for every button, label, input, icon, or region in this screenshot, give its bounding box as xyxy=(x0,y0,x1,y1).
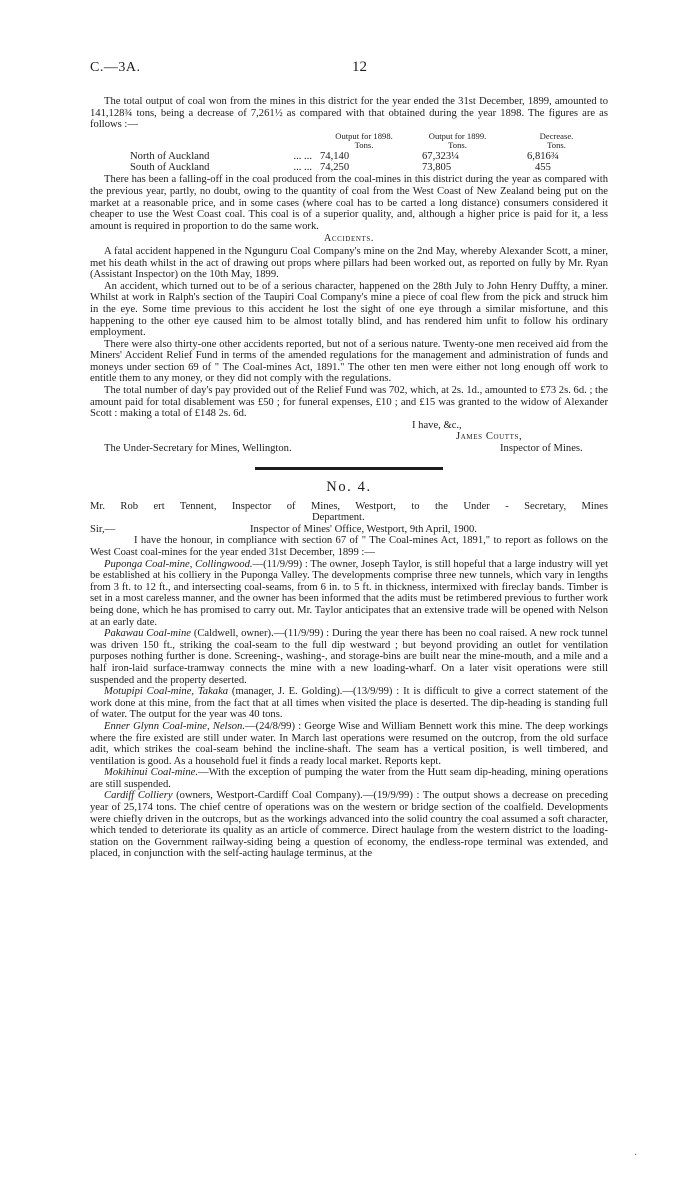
cell-1899: 73,805 xyxy=(422,162,452,174)
unit-label: Tons. xyxy=(448,140,467,151)
mine-name: Mokihinui Coal-mine. xyxy=(104,767,198,779)
row-label: North of Auckland xyxy=(130,150,210,162)
entry-motupipi xyxy=(90,686,608,721)
cell-1899: 67,323¼ xyxy=(422,150,460,162)
entry-text: —(11/9/99) : The owner, Joseph Taylor, is still hopeful that a large industry will yet be established at his colliery in the Puponga Valley. The developments comprise three new tunnels, which vary in lengths from 3 ft. to 12 ft., and intersecting coal-seams, from 6 in. to 5 ft. in thickness, intermixed with fireclay bands. Timber is set in a most careless manner, and the owner has been informed that the adits must be retimbered previous to further work being done, which he has promised to carry out. Mr. Taylor anticipates that an extensive trade will be opened with Nelson at an early date. xyxy=(90,558,609,628)
page-number: 12 xyxy=(352,59,367,75)
paragraph-other-accidents: There were also thirty-one other accidents reported, but not of a serious nature. Twenty-one men received aid from the Miners' Accident Relief Fund in terms of the amended regulations for the management and administration of funds and moneys under section 69 of " The Coal-mines Act, 1891." The other ten men were either not long enough off work to entitle them to any money, or they did not comply with the regulations. xyxy=(90,338,608,385)
section-divider xyxy=(255,467,443,470)
signature-name: James Coutts, xyxy=(456,431,523,443)
output-table-unit-row xyxy=(90,141,608,151)
entry-puponga xyxy=(90,559,608,629)
addressee: The Under-Secretary for Mines, Wellington. xyxy=(104,443,292,455)
entry-mokihinui xyxy=(90,767,608,790)
dateline: Inspector of Mines' Office, Westport, 9th April, 1900. xyxy=(250,523,477,535)
leader-dots: ... ... xyxy=(293,150,312,162)
entry-text: —(24/8/99) : George Wise and William Bennett work this mine. The deep workings where the fire existed are still under water. In March last operations were resumed on the outcrop, from the old surface adit, which strikes the coal-seam behind the incline-shaft. The seam has a vertical position, is well timbered, and ventilation is good. As a household fuel it finds a ready local market. Reports kept. xyxy=(90,720,608,767)
cell-decrease: 455 xyxy=(535,162,551,174)
unit-label: Tons. xyxy=(354,140,374,151)
column-header-decrease: Decrease. xyxy=(539,130,574,141)
closing-line xyxy=(90,420,608,432)
cell-1898: 74,140 xyxy=(320,150,350,162)
entry-text: (owners, Westport-Cardiff Coal Company).—(19/9/99) : The output shows a decrease on preceding year of 25,174 tons. The chief centre of operations was on the western or bridge section of the coalfield. Developments were chiefly driven in the outcrops, but as the workings advanced into the solid country the coal assumed a soft character, which tended to deteriorate its quality as an article of commerce. Direct haulage from the western district to the loading-station on the Government railway-siding being a question of economy, the endless-rope terminal was extended, and placed, in conjunction with the self-acting haulage terminus, at the xyxy=(90,790,608,860)
letter-from-line: Mr. Rob ert Tennent, Inspector of Mines, Westport, to the Under - Secretary, Mines xyxy=(90,500,608,512)
output-table xyxy=(90,132,608,174)
cell-1898: 74,250 xyxy=(320,162,350,174)
section-title: No. 4. xyxy=(326,478,372,495)
mine-name: Puponga Coal-mine, Collingwood. xyxy=(104,558,253,570)
paragraph-falling-off: There has been a falling-off in the coal produced from the coal-mines in this district during the year as compared with the previous year, partly, no doubt, owing to the quantity of coal from the West Coast of New Zealand being put on the market at a reasonable price, and in some cases (where coal has to be carted a long distance) consumers considered it cheaper to use the West Coast coal. This coal is of a superior quality, and, although a higher price is paid for it, a less amount is required in proportion to do the same work. xyxy=(90,174,608,232)
column-header-1898: Output for 1898. xyxy=(335,130,393,141)
closing-text: I have, &c., xyxy=(412,419,462,431)
paragraph-duffty-accident: An accident, which turned out to be of a serious character, happened on the 28th July to John Henry Duffty, a miner. Whilst at work in Ralph's section of the Taupiri Coal Company's mine a piece of coal flew from the pick and struck him in the eye. Some time previous to this accident he lost the sight of one eye through a similar misfortune, and this happening to the other eye caused him to be almost totally blind, and has rendered him unfit to follow his ordinary employment. xyxy=(90,280,608,339)
output-table-header-row xyxy=(90,132,608,142)
leader-dots: ... ... xyxy=(293,162,312,174)
entry-text: (manager, J. E. Golding).—(13/9/99) : It is difficult to give a correct statement of the work done at this mine, from the fact that at all times when visited the place is deserted. The dip-heading is standing full of water. The output for the year was 40 tons. xyxy=(90,686,608,721)
stray-mark: · xyxy=(634,1150,638,1161)
mine-name: Pakawau Coal-mine xyxy=(104,628,191,640)
accidents-heading: Accidents. xyxy=(324,233,374,245)
salutation-line xyxy=(90,524,608,536)
mine-name: Motupipi Coal-mine, Takaka xyxy=(104,686,229,698)
signature-name-line xyxy=(90,431,608,443)
mine-name: Cardiff Colliery xyxy=(104,790,173,802)
addressee-line xyxy=(90,443,608,455)
table-row xyxy=(90,162,608,173)
salutation: Sir,— xyxy=(90,523,116,535)
page-body xyxy=(90,96,608,860)
unit-label: Tons. xyxy=(547,140,566,151)
entry-enner-glynn xyxy=(90,721,608,767)
entry-text: (Caldwell, owner).—(11/9/99) : During the year there has been no coal raised. A new rock tunnel was driven 150 ft., striking the coal-seam to the full dip westward ; but beyond providing an outlet for ventilation purposes nothing further is done. Screening-, washing-, and storage-bins are built near the mine-mouth, and a mile and a half iron-laid surface-tramway connects the mine with a new loading-wharf. On a later visit operations were still suspended and the property deserted. xyxy=(90,628,608,686)
paragraph-relief-fund: The total number of day's pay provided out of the Relief Fund was 702, which, at 2s. 1d., amounted to £73 2s. 6d. ; the amount paid for total disablement was £50 ; for funeral expenses, £10 ; and £15 was granted to the widow of Alexander Scott : making a total of £148 2s. 6d. xyxy=(90,385,608,420)
paragraph-fatal-accident: A fatal accident happened in the Ngunguru Coal Company's mine on the 2nd May, whereby Alexander Scott, a miner, met his death whilst in the act of drawing out props where pillars had been worked out, as reported on fully by Mr. Ryan (Assistant Inspector) on the 10th May, 1899. xyxy=(90,245,608,281)
paragraph-total-output: The total output of coal won from the mines in this district for the year ended the 31st December, 1899, amounted to 141,128¾ tons, being a decrease of 7,261½ as compared with that obtained during the year 1898. The figures are as follows :— xyxy=(90,96,608,131)
entry-text: —With the exception of pumping the water from the Hutt seam dip-heading, mining operations are still suspended. xyxy=(90,767,608,790)
entry-cardiff xyxy=(90,790,608,860)
report-reference: C.—3A. xyxy=(90,60,141,75)
signature-title: Inspector of Mines. xyxy=(500,443,583,455)
paragraph-honour: I have the honour, in compliance with section 67 of " The Coal-mines Act, 1891," to report as follows on the West Coast coal-mines for the year ended 31st December, 1899 :— xyxy=(90,535,608,558)
table-row xyxy=(90,151,608,162)
entry-pakawau xyxy=(90,628,608,686)
column-header-1899: Output for 1899. xyxy=(428,130,487,141)
cell-decrease: 6,816¾ xyxy=(527,150,559,162)
page-header xyxy=(90,59,608,86)
letter-from-continued: Department. xyxy=(312,512,365,524)
mine-name: Enner Glynn Coal-mine, Nelson. xyxy=(104,720,245,732)
row-label: South of Auckland xyxy=(130,162,210,174)
